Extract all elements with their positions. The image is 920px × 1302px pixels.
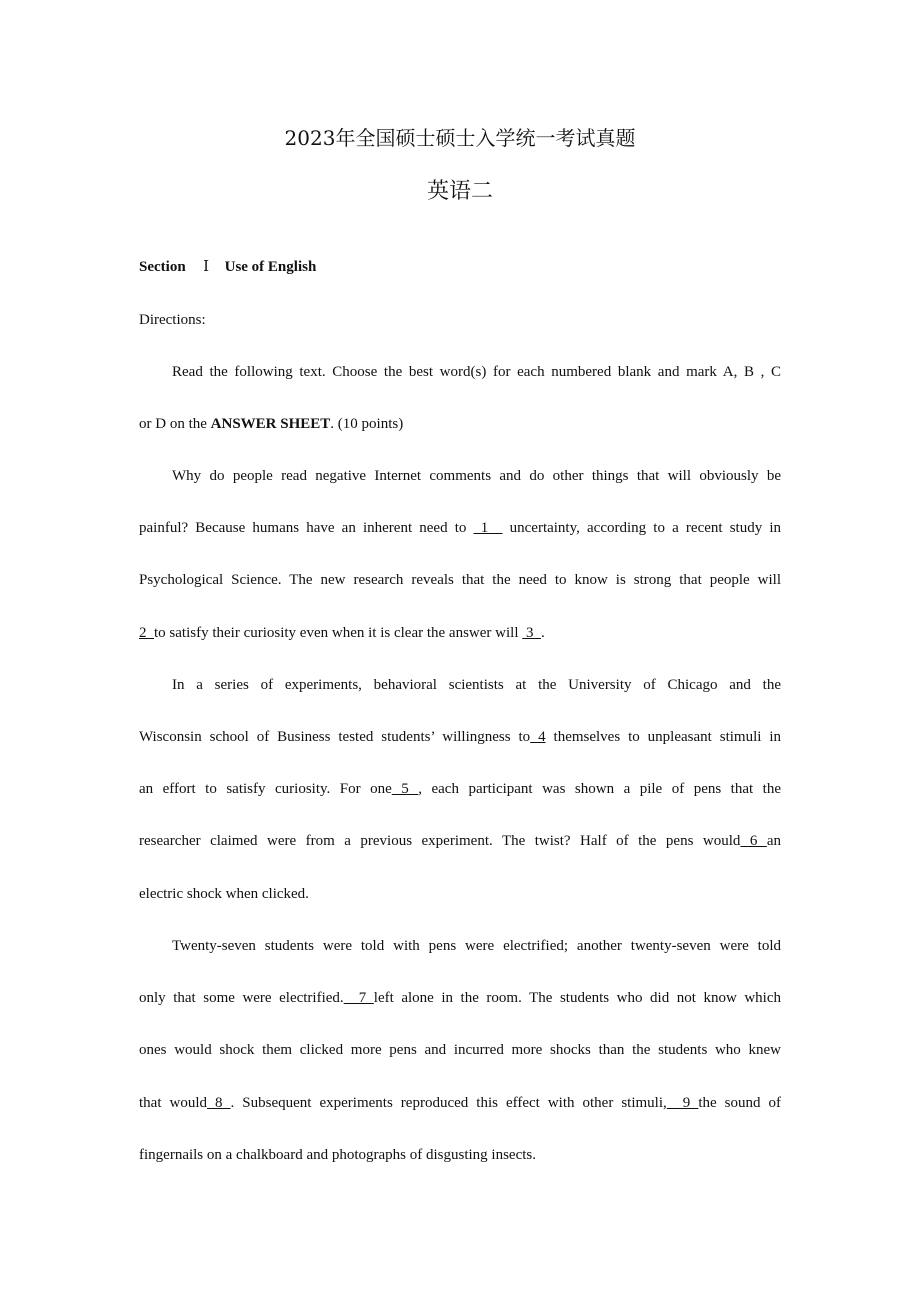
p1-line-1: Why do people read negative Internet comments and do other things that will obviously be	[172, 468, 781, 484]
p2-line-1: In a series of experiments, behavioral scientists at the University of Chicago and the	[172, 677, 781, 693]
section-numeral: Ⅰ	[203, 259, 210, 275]
p1-line-4: 2 to satisfy their curiosity even when it is clear the answer will 3 .	[139, 625, 545, 641]
blank-1: 1	[473, 520, 503, 536]
p3-line-5: fingernails on a chalkboard and photographs of disgusting insects.	[139, 1147, 537, 1163]
blank-5: 5	[391, 781, 419, 797]
p2-line-3: an effort to satisfy curiosity. For one 5 , each participant was shown a pile of pens that the	[139, 781, 781, 797]
exam-subtitle: 英语二	[426, 179, 493, 204]
p1-line-2: painful? Because humans have an inherent need to 1 uncertainty, according to a recent study in	[139, 520, 782, 536]
p1-line-3: Psychological Science. The new research reveals that the need to know is strong that people will	[139, 572, 781, 588]
answer-sheet-label: ANSWER SHEET	[210, 416, 331, 432]
section-label: Section	[139, 259, 186, 275]
p3-line-1: Twenty-seven students were told with pens were electrified; another twenty-seven were told	[172, 938, 781, 954]
section-name: Use of English	[224, 259, 317, 275]
p2-line-5: electric shock when clicked.	[139, 886, 309, 902]
p2-line-4: researcher claimed were from a previous experiment. The twist? Half of the pens would 6 an	[139, 833, 782, 849]
section-heading	[139, 257, 781, 277]
p3-line-4: that would 8 . Subsequent experiments reproduced this effect with other stimuli, 9 the sound of	[139, 1095, 782, 1111]
blank-2: 2	[139, 625, 154, 641]
blank-7: 7	[343, 990, 374, 1006]
exam-title: 2023年全国硕士硕士入学统一考试真题	[284, 126, 636, 150]
p3-line-3: ones would shock them clicked more pens and incurred more shocks than the students who knew	[139, 1042, 781, 1058]
blank-6: 6	[740, 833, 767, 849]
blank-3: 3	[522, 625, 541, 641]
p2-line-2: Wisconsin school of Business tested students’ willingness to 4 themselves to unpleasant stimuli in	[139, 729, 782, 745]
p3-line-2: only that some were electrified. 7 left alone in the room. The students who did not know which	[139, 990, 781, 1006]
directions-line-2: or D on the ANSWER SHEET. (10 points)	[139, 416, 404, 432]
directions-label: Directions:	[139, 312, 206, 328]
blank-8: 8	[207, 1095, 231, 1111]
blank-4: 4	[530, 729, 546, 745]
blank-9: 9	[666, 1095, 699, 1111]
directions-line-1: Read the following text. Choose the best word(s) for each numbered blank and mark A, B , C	[172, 364, 781, 380]
